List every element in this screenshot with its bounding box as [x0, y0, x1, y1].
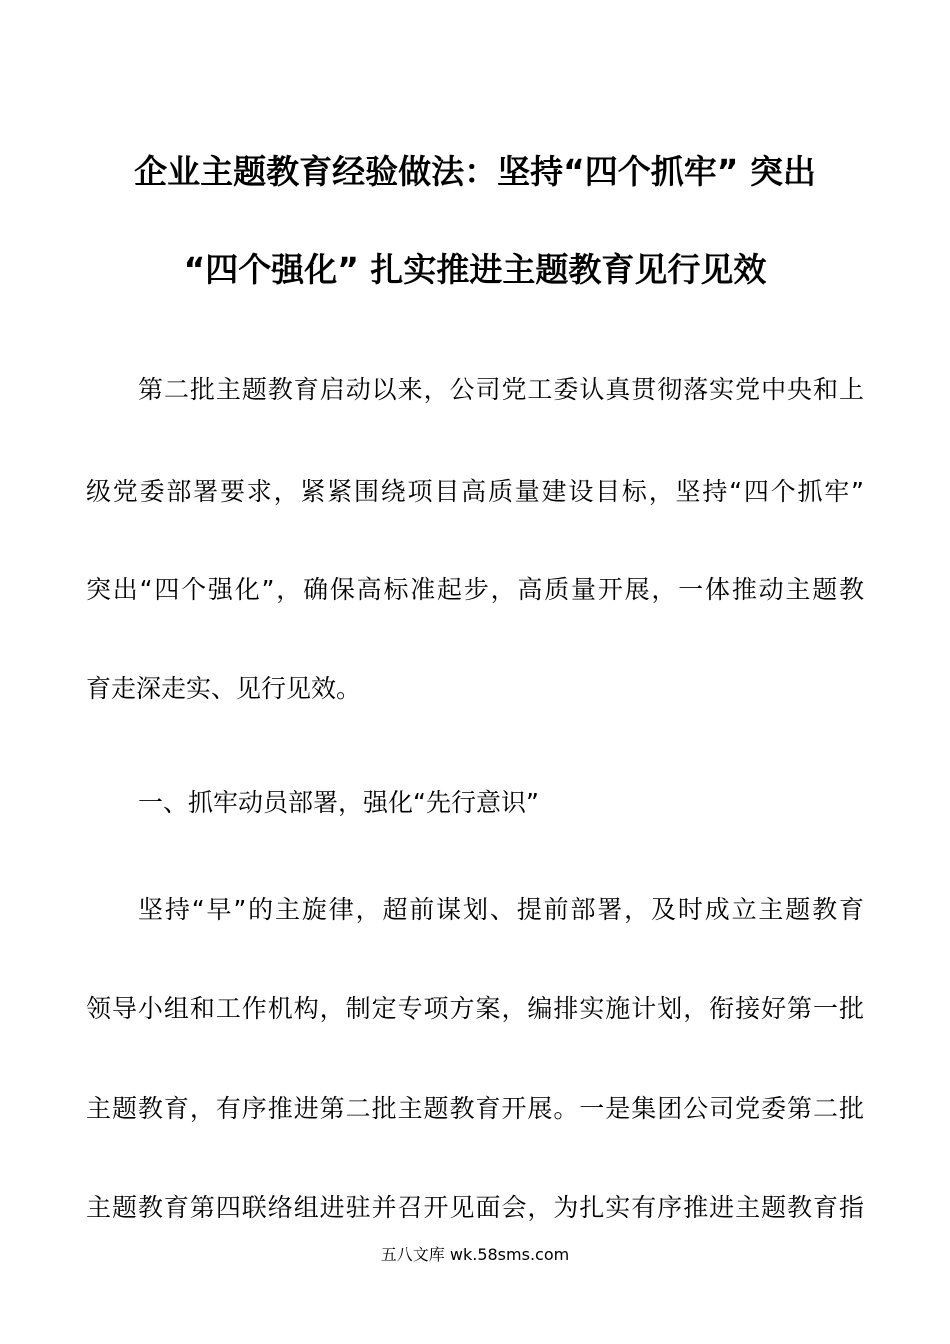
intro-paragraph-line-4: 育走深走实、见行见效。 — [86, 674, 362, 703]
footer-watermark: 五八文库 wk.58sms.com — [380, 1245, 570, 1264]
document-title-line-2: “四个强化” 扎实推进主题教育见行见效 — [183, 250, 767, 289]
section-1-heading: 一、抓牢动员部署，强化“先行意识” — [138, 788, 539, 817]
section-1-paragraph-line-3: 主题教育，有序推进第二批主题教育开展。一是集团公司党委第二批 — [86, 1094, 864, 1123]
section-1-paragraph-line-1: 坚持“早”的主旋律，超前谋划、提前部署，及时成立主题教育 — [138, 895, 864, 924]
section-1-paragraph-line-4: 主题教育第四联络组进驻并召开见面会，为扎实有序推进主题教育指 — [86, 1193, 864, 1222]
intro-paragraph-line-1: 第二批主题教育启动以来，公司党工委认真贯彻落实党中央和上 — [138, 375, 864, 404]
section-1-paragraph-line-2: 领导小组和工作机构，制定专项方案，编排实施计划，衔接好第一批 — [86, 994, 864, 1023]
intro-paragraph-line-2: 级党委部署要求，紧紧围绕项目高质量建设目标，坚持“四个抓牢” — [86, 477, 864, 506]
document-title-line-1: 企业主题教育经验做法：坚持“四个抓牢” 突出 — [134, 152, 816, 191]
intro-paragraph-line-3: 突出“四个强化”，确保高标准起步，高质量开展，一体推动主题教 — [86, 575, 864, 604]
